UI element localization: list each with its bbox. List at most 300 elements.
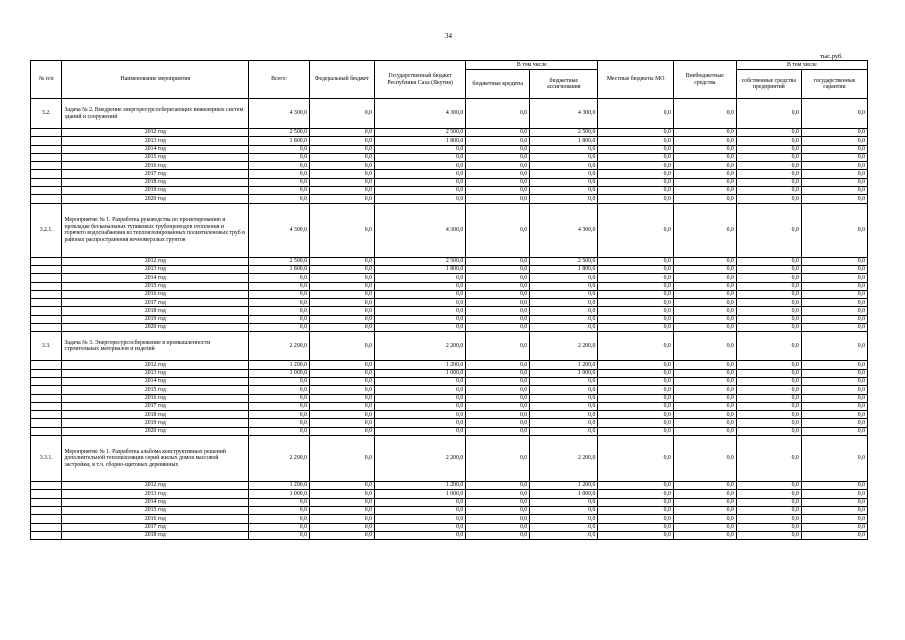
row-number: [31, 482, 62, 490]
value-cell: 0,0: [673, 170, 736, 178]
table-row-year: [31, 299, 868, 307]
value-cell: 0,0: [530, 178, 598, 186]
value-cell: 0,0: [736, 99, 801, 129]
value-cell: 0,0: [673, 315, 736, 323]
value-cell: 0,0: [530, 290, 598, 298]
value-cell: 0,0: [466, 290, 530, 298]
value-cell: 1 000,0: [249, 490, 310, 498]
value-cell: 0,0: [598, 369, 674, 377]
table-row-year: [31, 515, 868, 523]
row-name: 2012 год: [62, 257, 249, 265]
value-cell: 0,0: [309, 195, 374, 203]
value-cell: 0,0: [249, 145, 310, 153]
row-name: Задача № 2. Внедрение энергоресурсосберегающих инженерных систем зданий и сооружений: [62, 99, 249, 129]
value-cell: 0,0: [801, 515, 867, 523]
value-cell: 0,0: [673, 137, 736, 145]
table-row-year: [31, 307, 868, 315]
value-cell: 0,0: [530, 386, 598, 394]
table-row-year: [31, 265, 868, 273]
value-cell: 0,0: [736, 324, 801, 332]
row-name: 2019 год: [62, 419, 249, 427]
value-cell: 0,0: [801, 386, 867, 394]
value-cell: 0,0: [598, 402, 674, 410]
table-row-year: [31, 369, 868, 377]
table-row-year: [31, 187, 868, 195]
value-cell: 0,0: [466, 436, 530, 482]
value-cell: 0,0: [309, 361, 374, 369]
value-cell: 0,0: [736, 506, 801, 514]
row-name: 2013 год: [62, 265, 249, 273]
value-cell: 0,0: [309, 515, 374, 523]
value-cell: 0,0: [736, 419, 801, 427]
value-cell: 0,0: [598, 299, 674, 307]
value-cell: 0,0: [249, 315, 310, 323]
value-cell: 0,0: [374, 178, 465, 186]
value-cell: 0,0: [801, 282, 867, 290]
value-cell: 0,0: [309, 187, 374, 195]
table-row-year: [31, 324, 868, 332]
row-name: 2020 год: [62, 324, 249, 332]
value-cell: 2 500,0: [374, 129, 465, 137]
value-cell: 0,0: [801, 274, 867, 282]
value-cell: 0,0: [374, 411, 465, 419]
value-cell: 0,0: [598, 99, 674, 129]
value-cell: 1 200,0: [249, 361, 310, 369]
value-cell: 0,0: [374, 145, 465, 153]
value-cell: 0,0: [801, 153, 867, 161]
value-cell: 0,0: [374, 427, 465, 435]
value-cell: 0,0: [309, 99, 374, 129]
value-cell: 0,0: [673, 290, 736, 298]
value-cell: 0,0: [598, 203, 674, 257]
value-cell: 0,0: [309, 203, 374, 257]
value-cell: 0,0: [249, 307, 310, 315]
row-number: [31, 137, 62, 145]
value-cell: 0,0: [673, 361, 736, 369]
table-row-year: [31, 419, 868, 427]
value-cell: 0,0: [530, 274, 598, 282]
value-cell: 0,0: [249, 162, 310, 170]
row-number: [31, 145, 62, 153]
value-cell: 0,0: [598, 490, 674, 498]
value-cell: 0,0: [801, 369, 867, 377]
value-cell: 0,0: [249, 506, 310, 514]
header-local: Местные бюджеты МО: [598, 61, 674, 99]
value-cell: 0,0: [374, 324, 465, 332]
value-cell: 0,0: [530, 394, 598, 402]
table-row-year: [31, 282, 868, 290]
value-cell: 0,0: [309, 411, 374, 419]
value-cell: 0,0: [736, 178, 801, 186]
value-cell: 0,0: [673, 162, 736, 170]
value-cell: 0,0: [466, 137, 530, 145]
table-row-activity: [31, 332, 868, 361]
table-row-year: [31, 274, 868, 282]
table-row-year: [31, 257, 868, 265]
value-cell: 0,0: [309, 498, 374, 506]
table-row-year: [31, 523, 868, 531]
value-cell: 0,0: [374, 299, 465, 307]
row-name: 2012 год: [62, 129, 249, 137]
value-cell: 0,0: [801, 411, 867, 419]
value-cell: 0,0: [736, 162, 801, 170]
value-cell: 1 800,0: [530, 137, 598, 145]
row-number: [31, 361, 62, 369]
value-cell: 0,0: [309, 137, 374, 145]
row-name: 2018 год: [62, 307, 249, 315]
value-cell: 0,0: [736, 145, 801, 153]
value-cell: 0,0: [598, 187, 674, 195]
value-cell: 0,0: [466, 482, 530, 490]
value-cell: 0,0: [530, 427, 598, 435]
value-cell: 0,0: [598, 411, 674, 419]
value-cell: 0,0: [466, 274, 530, 282]
value-cell: 0,0: [736, 332, 801, 361]
value-cell: 0,0: [309, 170, 374, 178]
value-cell: 0,0: [309, 162, 374, 170]
value-cell: 0,0: [466, 265, 530, 273]
value-cell: 0,0: [598, 153, 674, 161]
value-cell: 0,0: [801, 257, 867, 265]
value-cell: 0,0: [673, 531, 736, 539]
value-cell: 1 000,0: [530, 490, 598, 498]
value-cell: 0,0: [466, 315, 530, 323]
value-cell: 0,0: [598, 482, 674, 490]
value-cell: 0,0: [466, 361, 530, 369]
row-number: 3.2.1.: [31, 203, 62, 257]
row-name: 2014 год: [62, 377, 249, 385]
value-cell: 0,0: [466, 170, 530, 178]
value-cell: 0,0: [374, 377, 465, 385]
value-cell: 0,0: [466, 187, 530, 195]
row-number: 3.2.: [31, 99, 62, 129]
value-cell: 0,0: [736, 282, 801, 290]
value-cell: 0,0: [309, 531, 374, 539]
value-cell: 0,0: [374, 195, 465, 203]
value-cell: 0,0: [736, 523, 801, 531]
row-name: 2019 год: [62, 187, 249, 195]
value-cell: 0,0: [309, 290, 374, 298]
row-number: [31, 490, 62, 498]
row-number: [31, 299, 62, 307]
value-cell: 0,0: [673, 394, 736, 402]
row-name: 2015 год: [62, 153, 249, 161]
value-cell: 0,0: [249, 394, 310, 402]
value-cell: 1 000,0: [374, 490, 465, 498]
row-number: [31, 265, 62, 273]
value-cell: 0,0: [801, 187, 867, 195]
value-cell: 0,0: [801, 99, 867, 129]
value-cell: 0,0: [249, 419, 310, 427]
value-cell: 0,0: [598, 170, 674, 178]
table-row-activity: [31, 99, 868, 129]
value-cell: 0,0: [374, 523, 465, 531]
value-cell: 0,0: [249, 531, 310, 539]
row-number: [31, 402, 62, 410]
value-cell: 2 500,0: [249, 257, 310, 265]
value-cell: 1 200,0: [374, 361, 465, 369]
value-cell: 1 200,0: [530, 361, 598, 369]
table-row-year: [31, 490, 868, 498]
value-cell: 0,0: [249, 402, 310, 410]
value-cell: 0,0: [374, 419, 465, 427]
value-cell: 0,0: [673, 402, 736, 410]
units-label: тыс.руб.: [820, 53, 843, 60]
value-cell: 0,0: [530, 162, 598, 170]
value-cell: 0,0: [801, 299, 867, 307]
value-cell: 0,0: [598, 307, 674, 315]
row-number: [31, 498, 62, 506]
table-row-activity: [31, 436, 868, 482]
value-cell: 1 800,0: [530, 265, 598, 273]
value-cell: 0,0: [801, 265, 867, 273]
value-cell: 0,0: [466, 498, 530, 506]
value-cell: 0,0: [309, 257, 374, 265]
value-cell: 0,0: [466, 427, 530, 435]
value-cell: 0,0: [736, 129, 801, 137]
value-cell: 0,0: [673, 369, 736, 377]
row-name: 2020 год: [62, 427, 249, 435]
value-cell: 0,0: [673, 178, 736, 186]
value-cell: 0,0: [530, 515, 598, 523]
value-cell: 0,0: [598, 274, 674, 282]
row-name: 2015 год: [62, 282, 249, 290]
value-cell: 0,0: [466, 332, 530, 361]
value-cell: 1 200,0: [374, 482, 465, 490]
row-number: [31, 178, 62, 186]
row-number: [31, 153, 62, 161]
value-cell: 0,0: [309, 315, 374, 323]
row-name: 2014 год: [62, 145, 249, 153]
row-number: [31, 129, 62, 137]
value-cell: 2 500,0: [530, 257, 598, 265]
value-cell: 0,0: [249, 411, 310, 419]
value-cell: 0,0: [598, 361, 674, 369]
value-cell: 0,0: [673, 419, 736, 427]
value-cell: 0,0: [466, 145, 530, 153]
row-number: [31, 307, 62, 315]
value-cell: 4 300,0: [249, 203, 310, 257]
value-cell: 0,0: [801, 531, 867, 539]
row-name: 2013 год: [62, 137, 249, 145]
value-cell: 0,0: [309, 324, 374, 332]
value-cell: 0,0: [673, 257, 736, 265]
value-cell: 0,0: [598, 137, 674, 145]
table-row-year: [31, 402, 868, 410]
value-cell: 0,0: [530, 153, 598, 161]
value-cell: 0,0: [673, 265, 736, 273]
table-row-year: [31, 394, 868, 402]
value-cell: 0,0: [801, 427, 867, 435]
value-cell: 0,0: [466, 99, 530, 129]
value-cell: 0,0: [598, 332, 674, 361]
value-cell: 2 500,0: [374, 257, 465, 265]
row-name: Мероприятие № 1. Разработка руководства по проектированию и прокладке бесканальных тупиковых трубопроводов отопления и горячего водоснабжения из теплоизолированных полиэтиленовых труб в районах распространения вечномерзлых грунтов: [62, 203, 249, 257]
value-cell: 0,0: [673, 523, 736, 531]
value-cell: 2 200,0: [374, 332, 465, 361]
value-cell: 0,0: [309, 265, 374, 273]
value-cell: 0,0: [374, 290, 465, 298]
header-own-funds: собственные средства предприятий: [736, 70, 801, 99]
row-number: [31, 411, 62, 419]
value-cell: 0,0: [736, 369, 801, 377]
value-cell: 0,0: [309, 482, 374, 490]
value-cell: 0,0: [801, 170, 867, 178]
value-cell: 0,0: [673, 195, 736, 203]
value-cell: 0,0: [598, 129, 674, 137]
table-row-year: [31, 170, 868, 178]
value-cell: 0,0: [801, 307, 867, 315]
value-cell: 0,0: [598, 257, 674, 265]
header-allocations: бюджетные ассигнования: [530, 70, 598, 99]
table-row-year: [31, 195, 868, 203]
row-name: 2016 год: [62, 515, 249, 523]
value-cell: 0,0: [673, 411, 736, 419]
table-row-year: [31, 162, 868, 170]
table-row-year: [31, 377, 868, 385]
value-cell: 0,0: [249, 274, 310, 282]
value-cell: 0,0: [598, 436, 674, 482]
value-cell: 0,0: [466, 162, 530, 170]
row-number: [31, 506, 62, 514]
value-cell: 0,0: [249, 170, 310, 178]
value-cell: 0,0: [673, 99, 736, 129]
table-row-year: [31, 153, 868, 161]
row-name: 2013 год: [62, 369, 249, 377]
value-cell: 4 300,0: [374, 203, 465, 257]
value-cell: 0,0: [530, 419, 598, 427]
header-num: № п/п: [31, 61, 62, 99]
value-cell: 0,0: [736, 290, 801, 298]
value-cell: 1 800,0: [249, 137, 310, 145]
value-cell: 0,0: [530, 377, 598, 385]
value-cell: 0,0: [598, 427, 674, 435]
value-cell: 0,0: [598, 506, 674, 514]
value-cell: 0,0: [673, 332, 736, 361]
value-cell: 0,0: [309, 506, 374, 514]
value-cell: 0,0: [673, 299, 736, 307]
value-cell: 0,0: [374, 274, 465, 282]
value-cell: 0,0: [309, 145, 374, 153]
value-cell: 0,0: [530, 531, 598, 539]
value-cell: 0,0: [673, 129, 736, 137]
value-cell: 0,0: [249, 324, 310, 332]
header-federal: Федеральный бюджет: [309, 61, 374, 99]
row-number: [31, 257, 62, 265]
value-cell: 0,0: [801, 137, 867, 145]
value-cell: 0,0: [736, 515, 801, 523]
value-cell: 0,0: [736, 187, 801, 195]
value-cell: 0,0: [801, 145, 867, 153]
value-cell: 0,0: [801, 361, 867, 369]
value-cell: 0,0: [673, 324, 736, 332]
value-cell: 0,0: [598, 377, 674, 385]
table-row-activity: [31, 203, 868, 257]
value-cell: 0,0: [736, 137, 801, 145]
value-cell: 0,0: [530, 324, 598, 332]
row-name: 2018 год: [62, 178, 249, 186]
value-cell: 0,0: [309, 402, 374, 410]
row-number: [31, 386, 62, 394]
value-cell: 0,0: [374, 515, 465, 523]
value-cell: 0,0: [801, 129, 867, 137]
value-cell: 0,0: [598, 515, 674, 523]
table-row-year: [31, 482, 868, 490]
value-cell: 0,0: [374, 531, 465, 539]
value-cell: 0,0: [736, 170, 801, 178]
value-cell: 1 800,0: [249, 265, 310, 273]
value-cell: 0,0: [736, 315, 801, 323]
header-credits: бюджетные кредиты: [466, 70, 530, 99]
table-row-year: [31, 315, 868, 323]
value-cell: 0,0: [598, 145, 674, 153]
value-cell: 0,0: [466, 307, 530, 315]
value-cell: 0,0: [530, 402, 598, 410]
value-cell: 0,0: [309, 282, 374, 290]
value-cell: 0,0: [309, 332, 374, 361]
value-cell: 1 000,0: [374, 369, 465, 377]
value-cell: 0,0: [374, 307, 465, 315]
value-cell: 0,0: [466, 402, 530, 410]
value-cell: 0,0: [736, 203, 801, 257]
row-number: [31, 162, 62, 170]
row-number: [31, 523, 62, 531]
value-cell: 0,0: [530, 411, 598, 419]
value-cell: 0,0: [374, 187, 465, 195]
value-cell: 0,0: [309, 369, 374, 377]
value-cell: 0,0: [736, 531, 801, 539]
value-cell: 0,0: [249, 515, 310, 523]
value-cell: 0,0: [466, 377, 530, 385]
header-extrabudget: Внебюджетные средства: [673, 61, 736, 99]
value-cell: 0,0: [249, 427, 310, 435]
value-cell: 0,0: [466, 153, 530, 161]
value-cell: 0,0: [598, 386, 674, 394]
value-cell: 0,0: [801, 490, 867, 498]
value-cell: 1 000,0: [530, 369, 598, 377]
value-cell: 0,0: [309, 274, 374, 282]
value-cell: 0,0: [374, 170, 465, 178]
header-total: Всего:: [249, 61, 310, 99]
value-cell: 0,0: [466, 394, 530, 402]
row-number: [31, 170, 62, 178]
value-cell: 0,0: [309, 490, 374, 498]
value-cell: 0,0: [736, 436, 801, 482]
value-cell: 0,0: [673, 482, 736, 490]
value-cell: 0,0: [249, 377, 310, 385]
value-cell: 0,0: [801, 203, 867, 257]
value-cell: 4 300,0: [530, 99, 598, 129]
value-cell: 0,0: [598, 498, 674, 506]
value-cell: 0,0: [309, 386, 374, 394]
row-name: 2015 год: [62, 386, 249, 394]
value-cell: 0,0: [466, 178, 530, 186]
value-cell: 0,0: [249, 282, 310, 290]
value-cell: 0,0: [309, 307, 374, 315]
row-name: 2017 год: [62, 523, 249, 531]
value-cell: 2 200,0: [530, 436, 598, 482]
table-row-year: [31, 178, 868, 186]
value-cell: 2 500,0: [530, 129, 598, 137]
row-number: [31, 274, 62, 282]
value-cell: 0,0: [374, 386, 465, 394]
row-name: Мероприятие № 1. Разработка альбома конструктивных решений дополнительной теплоизоляции серий жилых домов массовой застройки, в т.ч. сборно-щитовых деревянных: [62, 436, 249, 482]
value-cell: 0,0: [736, 498, 801, 506]
row-name: 2015 год: [62, 506, 249, 514]
value-cell: 0,0: [673, 515, 736, 523]
row-name: 2017 год: [62, 299, 249, 307]
value-cell: 1 800,0: [374, 137, 465, 145]
